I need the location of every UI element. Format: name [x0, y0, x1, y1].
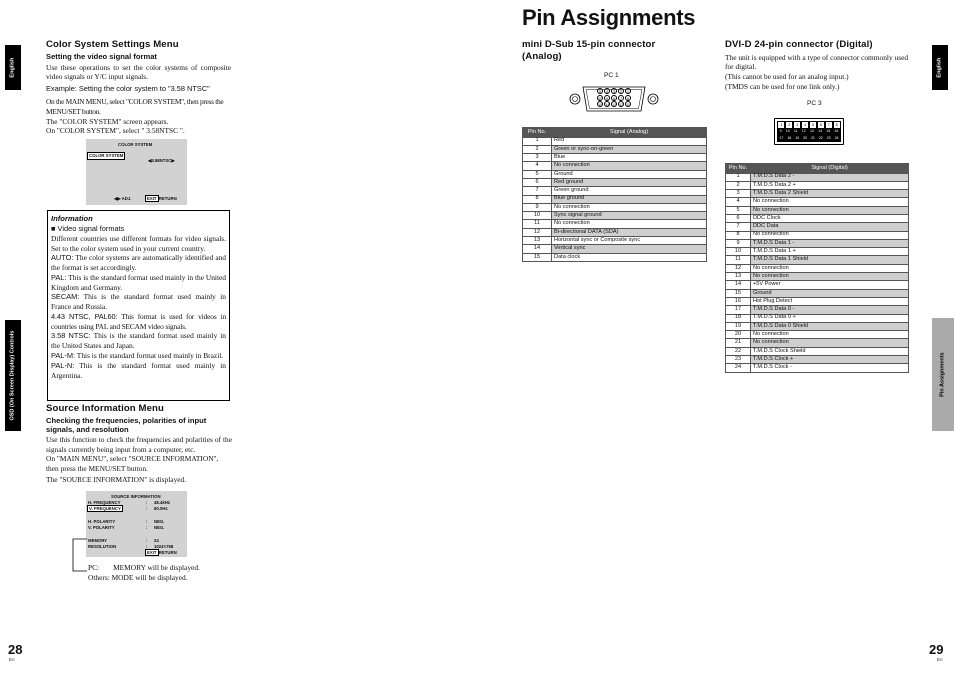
table-row: 22 T.M.D.S Clock Shield [726, 347, 909, 355]
source-osd-row-vpol: V. POLARITY : NEG. [88, 525, 165, 530]
table-row: 7 DDC Data [726, 223, 909, 231]
color-system-intro: Use these operations to set the color systems of composite video signals or Y/C input signals. [46, 62, 231, 82]
table-row: 3 T.M.D.S Data 2 Shield [726, 190, 909, 198]
source-info-osd-screen [86, 491, 187, 557]
source-info-intro: Use this function to check the frequencies and polarities of the signals currently being input from a computer, etc. [46, 434, 232, 454]
source-osd-title: SOURCE INFORMATION [111, 494, 161, 499]
dsub-heading: mini D-Sub 15-pin connector (Analog) [522, 39, 656, 62]
table-row: 8 Blue ground [523, 195, 707, 203]
table-row: 12 Bi-directional DATA (SDA) [523, 228, 707, 236]
table-row: 4 No connection [523, 162, 707, 170]
table-row: 14 +5V Power [726, 281, 909, 289]
dsub-connector-label: PC 1 [604, 72, 619, 79]
source-osd-row-hfreq: H. FREQUENCY : 48.4kHz [88, 500, 171, 505]
table-row: 11 No connection [523, 220, 707, 228]
table-row: 3 Blue [523, 154, 707, 162]
table-row: 24 T.M.D.S Clock - [726, 364, 909, 372]
table-row: 13 Horizontal sync or Composite sync [523, 237, 707, 245]
color-system-step1: On the MAIN MENU, select "COLOR SYSTEM", then press the MENU/SET button. [46, 96, 224, 116]
dvi-24-connector-icon [774, 118, 844, 145]
section-tab-left [5, 320, 21, 431]
osd-exit-key: EXIT [147, 196, 157, 201]
source-osd-exit-key: EXIT [147, 550, 157, 555]
table-row: 6 DDC Clock [726, 214, 909, 222]
dvi-section [725, 39, 910, 92]
format-443ntsc-pal60: 4.43 NTSC, PAL60: This format is used for videos in countries using PAL and SECAM video signals. [51, 311, 226, 331]
table-row: 19 T.M.D.S Data 0 Shield [726, 322, 909, 330]
format-auto: AUTO: The color systems are automatically identified and the format is set accordingly. [51, 253, 226, 273]
arrow-right-icon: ▶ [171, 158, 175, 163]
table-row: 9 T.M.D.S Data 1 - [726, 239, 909, 247]
information-title: Information [51, 214, 93, 223]
osd-value-row [148, 158, 175, 164]
osd-adjust-hint [114, 196, 131, 202]
source-info-subheading: Checking the frequencies, polarities of input signals, and resolution [46, 415, 207, 434]
osd-return-label: RETURN [158, 196, 177, 201]
source-info-section [46, 403, 232, 485]
format-pal-m: PAL-M: This is the standard format used mainly in Brazil. [51, 350, 224, 360]
table-row: 2 T.M.D.S Data 2 + [726, 181, 909, 189]
note-pc: PC: MEMORY will be displayed. [88, 563, 200, 572]
dvi-connector-label: PC 3 [807, 100, 822, 107]
dsub-pin-grid: 5 4 3 2 1 10 9 8 7 6 15 14 13 12 11 [598, 89, 631, 107]
language-tab-left [5, 45, 21, 90]
note-others: Others: MODE will be displayed. [88, 572, 188, 582]
format-secam: SECAM: This is the standard format used mainly in France and Russia. [51, 292, 226, 312]
memory-bracket-line [68, 535, 90, 575]
color-system-osd-screen [86, 139, 187, 205]
color-system-step2: The "COLOR SYSTEM" screen appears. [46, 116, 169, 126]
table-row: 1 T.M.D.S Data 2 - [726, 173, 909, 181]
information-subheading-text: Video signal formats [57, 224, 125, 234]
table-row: 23 T.M.D.S Clock + [726, 356, 909, 364]
table-row: 13 No connection [726, 273, 909, 281]
color-system-heading: Color System Settings Menu [46, 39, 179, 50]
table-row: 1 Red [523, 137, 707, 145]
page-number-right: 29 [929, 642, 944, 657]
dvi-desc1: The unit is equipped with a type of connector commonly used for digital. [725, 52, 909, 72]
dvi-heading: DVI-D 24-pin connector (Digital) [725, 39, 873, 50]
osd-value: 3.58NTSC [151, 158, 172, 163]
dvi-table-header [726, 164, 909, 174]
section-tab-left-label: OSD (On Screen Display) Controls [9, 330, 16, 421]
information-box [47, 210, 230, 401]
source-info-step2: The "SOURCE INFORMATION" is displayed. [46, 474, 187, 484]
table-row: 10 T.M.D.S Data 1 + [726, 248, 909, 256]
color-system-section [46, 39, 231, 136]
source-osd-row-hpol: H. POLARITY : NEG. [88, 519, 165, 524]
source-osd-exit-hint [146, 550, 177, 556]
table-row: 2 Green or sync-on-green [523, 145, 707, 153]
table-row: 20 No connection [726, 331, 909, 339]
square-bullet-icon: ■ [51, 224, 56, 234]
source-osd-return-label: RETURN [158, 550, 177, 555]
osd-title: COLOR SYSTEM [118, 142, 153, 147]
page-title: Pin Assignments [522, 5, 696, 30]
language-tab-left-label: English [9, 57, 16, 78]
dvi-col-pin: Pin No. [726, 164, 751, 174]
arrow-left-right-icon: ◀▶ [114, 196, 121, 201]
table-row: 14 Vertical sync [523, 245, 707, 253]
table-row: 15 Ground [726, 289, 909, 297]
color-system-subheading: Setting the video signal format [46, 51, 157, 61]
information-subheading [51, 224, 226, 234]
source-osd-row-memory: MEMORY : 24 [88, 538, 159, 543]
table-row: 4 No connection [726, 198, 909, 206]
source-osd-row-vfreq: V. FREQUENCY : 60.0Hz [89, 506, 168, 511]
table-row: 21 No connection [726, 339, 909, 347]
table-row: 12 No connection [726, 264, 909, 272]
section-tab-right-label: Pin Assignments [939, 352, 946, 397]
information-intro: Different countries use different formats for video signals. Set to the color system used in your current country. [51, 233, 226, 253]
source-osd-row-resolution: RESOLUTION : 1024×768 [88, 544, 174, 549]
table-row: 18 T.M.D.S Data 0 + [726, 314, 909, 322]
language-tab-right-label: English [936, 57, 943, 78]
table-row: 5 Ground [523, 170, 707, 178]
page-lang-left: En [9, 657, 15, 662]
dvi-pin-grid: 1 2 3 4 5 6 7 8 9 10 11 12 13 14 15 16 17 18 19 20 21 22 23 24 [777, 121, 841, 142]
source-info-heading: Source Information Menu [46, 403, 164, 414]
arrow-left-icon: ◀ [148, 158, 152, 163]
dvi-pin-table [725, 163, 909, 373]
table-row: 9 No connection [523, 203, 707, 211]
format-pal: PAL: This is the standard format used mainly in the United Kingdom and Germany. [51, 272, 226, 292]
dsub-pin-table [522, 127, 707, 262]
table-row: 17 T.M.D.S Data 0 - [726, 306, 909, 314]
osd-selected-item: COLOR SYSTEM [89, 153, 124, 158]
table-row: 5 No connection [726, 206, 909, 214]
table-row: 6 Red ground [523, 178, 707, 186]
table-row: 11 T.M.D.S Data 1 Shield [726, 256, 909, 264]
source-info-note [88, 563, 238, 583]
dsub-col-signal: Signal (Analog) [552, 128, 707, 138]
section-tab-right [932, 318, 954, 431]
dsub-table-header [523, 128, 707, 138]
color-system-step3: On "COLOR SYSTEM", select " 3.58NTSC ". [46, 126, 185, 136]
table-row: 10 Sync signal ground [523, 212, 707, 220]
page-number-left: 28 [8, 642, 23, 657]
language-tab-right [932, 45, 948, 90]
table-row: 16 Hot Plug Detect [726, 297, 909, 305]
format-list [51, 253, 226, 380]
dvi-col-signal: Signal (Digital) [751, 164, 909, 174]
dvi-desc2: (This cannot be used for an analog input.) [725, 72, 849, 82]
osd-adj-label: ADJ. [121, 196, 132, 201]
format-358ntsc: 3.58 NTSC: This is the standard format used mainly in the United States and Japan. [51, 331, 226, 351]
osd-exit-hint [146, 196, 177, 202]
dsub-col-pin: Pin No. [523, 128, 552, 138]
source-info-step1: On "MAIN MENU", select "SOURCE INFORMATION", then press the MENU/SET button. [46, 454, 219, 474]
table-row: 7 Green ground [523, 187, 707, 195]
dvi-desc3: (TMDS can be used for one link only.) [725, 81, 840, 91]
format-pal-n: PAL-N: This is the standard format used mainly in Argentina. [51, 360, 226, 380]
color-system-example: Example: Setting the color system to "3.58 NTSC" [46, 84, 210, 94]
table-row: 8 No connection [726, 231, 909, 239]
table-row: 15 Data clock [523, 253, 707, 261]
page-lang-right: En [937, 657, 943, 662]
